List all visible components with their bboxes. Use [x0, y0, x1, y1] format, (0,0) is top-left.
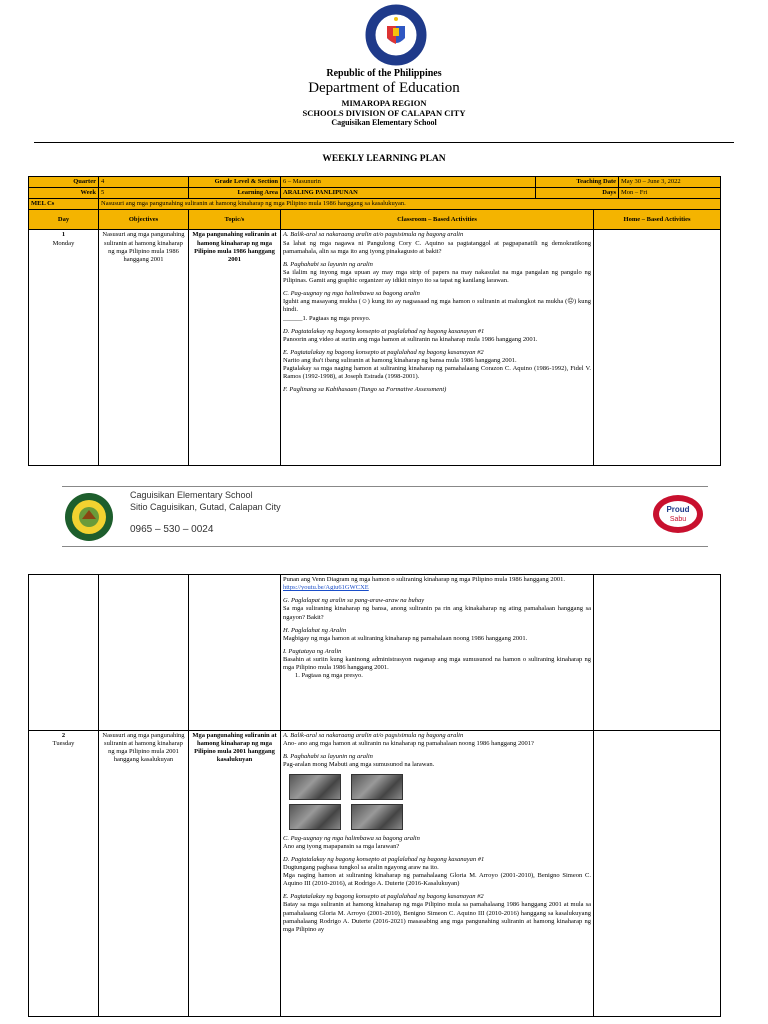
document-title: WEEKLY LEARNING PLAN [322, 154, 446, 164]
activity-c-heading: C. Pag-uugnay ng mga halimbawa sa bagong aralin [283, 290, 420, 298]
objective-cell: Nasusuri ang mga pangunahing suliranin at hamong kinaharap ng mga Pilipino mula 1986 hanggang 2001 [99, 230, 189, 466]
day-row-monday-continued [29, 575, 721, 731]
activity-g-text: Sa mga suliraning kinaharap ng bansa, anong suliranin pa rin ang kinakaharap ng ating pamahalaan hanggang sa ngayon? Bakit? [283, 605, 591, 621]
day-name: Tuesday [52, 740, 75, 748]
col-day: Day [29, 210, 99, 230]
learning-plan-table-continued [28, 574, 721, 1017]
activity-d-text-1: Dugtungang pagbasa tungkol sa aralin ngayong araw na ito. [283, 863, 439, 871]
activity-f-text: Punan ang Venn Diagram ng mga hamon o suliraning kinaharap ng mga Pilipino mula 1986 hanggang 2001. [283, 576, 566, 583]
activity-i-heading: I. Pagtataya ng Aralin [283, 647, 342, 655]
melcs-value: Nasusuri ang mga pangunahing suliranin at hamong kinaharap ng mga Pilipino mula 1986 hanggang sa kasalukuyan. [99, 199, 721, 210]
activity-f-heading: F. Paglinang sa Kabihasaan (Tungo sa Formative Assessment) [283, 386, 447, 394]
activity-a-heading: A. Balik-aral sa nakaraang aralin at/o pagsisimula ng bagong aralin [283, 231, 464, 239]
video-link[interactable]: https://youtu.be/Agiu61GWCXE [283, 584, 369, 592]
footer-bottom-rule [62, 546, 708, 547]
activity-d-heading: D. Pagtatalakay ng bagong konsepto at paglalahad ng bagong kasanayan #1 [283, 855, 485, 863]
activity-c-heading: C. Pag-uugnay ng mga halimbawa sa bagong aralin [283, 834, 420, 842]
quarter-label: Quarter [29, 177, 99, 188]
day-row-tuesday [29, 731, 721, 1017]
day-cell [29, 230, 99, 466]
activity-i-item: 1. Pagtaas ng mga presyo. [295, 672, 363, 680]
objective-cell [99, 575, 189, 731]
activity-c-text: Ano ang iyong mapapansin sa mga larawan? [283, 842, 400, 850]
topic-cell: Mga pangunahing suliranin at hamong kinaharap ng mga Pilipino mula 2001 hanggang kasalukuyan [189, 731, 281, 1017]
photo-1 [289, 774, 341, 800]
photo-grid [289, 774, 409, 830]
activity-h-heading: H. Paglalahat ng Aralin [283, 626, 347, 634]
week-value: 5 [99, 188, 189, 199]
learning-plan-table [28, 176, 721, 466]
classroom-activities-cell [281, 230, 594, 466]
day-name: Monday [52, 239, 75, 247]
home-activities-cell [594, 230, 721, 466]
grade-value: 6 – Masunurin [281, 177, 536, 188]
col-classroom: Classroom – Based Activities [281, 210, 594, 230]
day-cell [29, 731, 99, 1017]
column-header-row [29, 210, 721, 230]
info-row-quarter [29, 177, 721, 188]
day-cell [29, 575, 99, 731]
division-label: SCHOOLS DIVISION OF CALAPAN CITY [302, 108, 466, 118]
svg-text:Proud: Proud [666, 505, 690, 514]
photo-2 [351, 774, 403, 800]
home-activities-cell [594, 575, 721, 731]
photo-4 [351, 804, 403, 830]
school-label: Caguisikan Elementary School [331, 118, 437, 127]
days-label: Days [536, 188, 619, 199]
footer-phone: 0965 – 530 – 0024 [130, 524, 214, 535]
activity-b-heading: B. Paghahabi sa layunin ng aralin [283, 260, 373, 268]
grade-label: Grade Level & Section [189, 177, 281, 188]
activity-d-text: Panoorin ang video at suriin ang mga hamon at suliranin na kinaharap mula 1986 hanggang 2001. [283, 335, 538, 343]
teaching-date-value: May 30 – June 3, 2022 [619, 177, 721, 188]
footer-school-name: Caguisikan Elementary School [130, 490, 253, 500]
melcs-label: MEL Cs [29, 199, 99, 210]
region-label: MIMAROPA REGION [341, 98, 427, 108]
day-row-monday [29, 230, 721, 466]
activity-e-text-1: Narito ang iba't ibang suliranin at hamong kinaharap ng bansa mula 1986 hanggang 2001. [283, 357, 517, 364]
col-objectives: Objectives [99, 210, 189, 230]
col-home: Home – Based Activities [594, 210, 721, 230]
learning-area-value: ARALING PANLIPUNAN [281, 188, 536, 199]
footer-top-rule [62, 486, 708, 487]
deped-seal-icon [365, 4, 427, 66]
activity-d-heading: D. Pagtatalakay ng bagong konsepto at paglalahad ng bagong kasanayan #1 [283, 327, 485, 335]
quarter-value: 4 [99, 177, 189, 188]
photo-3 [289, 804, 341, 830]
activity-a-text: Sa lahat ng mga nagawa ni Pangulong Cory C. Aquino sa pagtatanggol at pagpapanatili ng demokratikong pamamahala, alin sa mga ito ang iyong pinakagusto at bakit? [283, 239, 591, 255]
activity-h-text: Magbigay ng mga hamon at suliraning kinaharap ng pamahalaan noong 1986 hanggang 2001. [283, 634, 528, 642]
activity-a-heading: A. Balik-aral sa nakaraang aralin at/o pagsisimula ng bagong aralin [283, 732, 464, 739]
activity-e-text-2: Pagtalakay sa mga naging hamon at suliraning kinaharap ng pamahalaang Corazon C. Aquino (1986-1992), Fidel V. Ramos (1992-1998), at Joseph Estrada (1998-2001). [283, 365, 591, 381]
teaching-date-label: Teaching Date [536, 177, 619, 188]
activity-e-text: Batay sa mga suliranin at hamong kinaharap ng mga Pilipino mula sa pamahalaang 1986 hanggang 2001 at mula sa pamahalaang Gloria M. Arroyo (2001-2010), Benigno Simeon C. Aquino III (2010-2016) hanggang sa kasalukuyang pamahalaang Rodrigo A. Duterte (2016-2021) masasabing ang mga pangunahing suliranin at hamong kinaharap ng mga Pilipino ay [283, 901, 591, 933]
col-topics: Topic/s [189, 210, 281, 230]
school-logo-icon [64, 492, 114, 542]
activity-b-text: Sa ilalim ng inyong mga upuan ay may mga strip of papers na may nakasulat na mga pangalan ng pangulo ng Pilipinas. Gamit ang graphic organizer ay idikit ninyo ito sa tapat ng kanilang larawan. [283, 268, 591, 284]
department-title: Department of Education [308, 80, 460, 96]
home-activities-cell [594, 731, 721, 1017]
activity-i-text: Basahin at suriin kung kaninong administrasyon naganap ang mga sumusunod na hamon o suliraning kinaharap ng mga Pilipino mula 1986 hanggang 2001. [283, 656, 591, 672]
activity-c-item: ______1. Pagtaas ng mga presyo. [283, 314, 371, 322]
header-divider [34, 142, 734, 143]
activity-a-text: Ano- ano ang mga hamon at suliranin na kinaharap ng pamahalaan noong 1986 hanggang 2001? [283, 740, 534, 748]
info-row-week [29, 188, 721, 199]
activity-e-heading: E. Pagtatalakay ng bagong konsepto at paglalahad ng bagong kasanayan #2 [283, 893, 484, 901]
topic-cell: Mga pangunahing suliranin at hamong kinaharap ng mga Pilipino mula 1986 hanggang 2001 [189, 230, 281, 466]
republic-label: Republic of the Philippines [326, 68, 442, 79]
objective-cell: Nasusuri ang mga pangunahing suliranin at hamong kinaharap ng mga Pilipino mula 2001 hanggang kasalukuyan [99, 731, 189, 1017]
activity-e-heading: E. Pagtatalakay ng bagong konsepto at paglalahad ng bagong kasanayan #2 [283, 348, 484, 356]
activity-d-text-2: Mga naging hamon at suliraning kinaharap ng pamahalaang Gloria M. Arroyo (2001-2010), Benigno Simeon C. Aquino III (2010-2016), at Rodrigo A. Duterte (2016-Kasalukuyan) [283, 872, 591, 888]
classroom-activities-cell [281, 575, 594, 731]
activity-g-heading: G. Paglalapat ng aralin sa pang-araw-araw na buhay [283, 597, 425, 605]
activity-b-heading: B. Paghahabi sa layunin ng aralin [283, 753, 373, 761]
info-row-melcs [29, 199, 721, 210]
learning-area-label: Learning Area [189, 188, 281, 199]
week-label: Week [29, 188, 99, 199]
activity-b-text: Pag-aralan mong Mabuti ang mga sumusunod na larawan. [283, 761, 435, 769]
footer-address: Sitio Caguisikan, Gutad, Calapan City [130, 502, 281, 512]
days-value: Mon – Fri [619, 188, 721, 199]
svg-text:Sabu: Sabu [669, 516, 687, 523]
proud-logo-icon [652, 494, 704, 534]
activity-c-text: Iguhit ang masayang mukha (☺) kung ito ay nagsasaad ng mga hamon o suliranin at malungkot na mukha (☹) kung hindi. [283, 298, 591, 314]
classroom-activities-cell [281, 731, 594, 1017]
topic-cell [189, 575, 281, 731]
day-number: 2 [61, 732, 66, 739]
day-number: 1 [61, 231, 66, 239]
